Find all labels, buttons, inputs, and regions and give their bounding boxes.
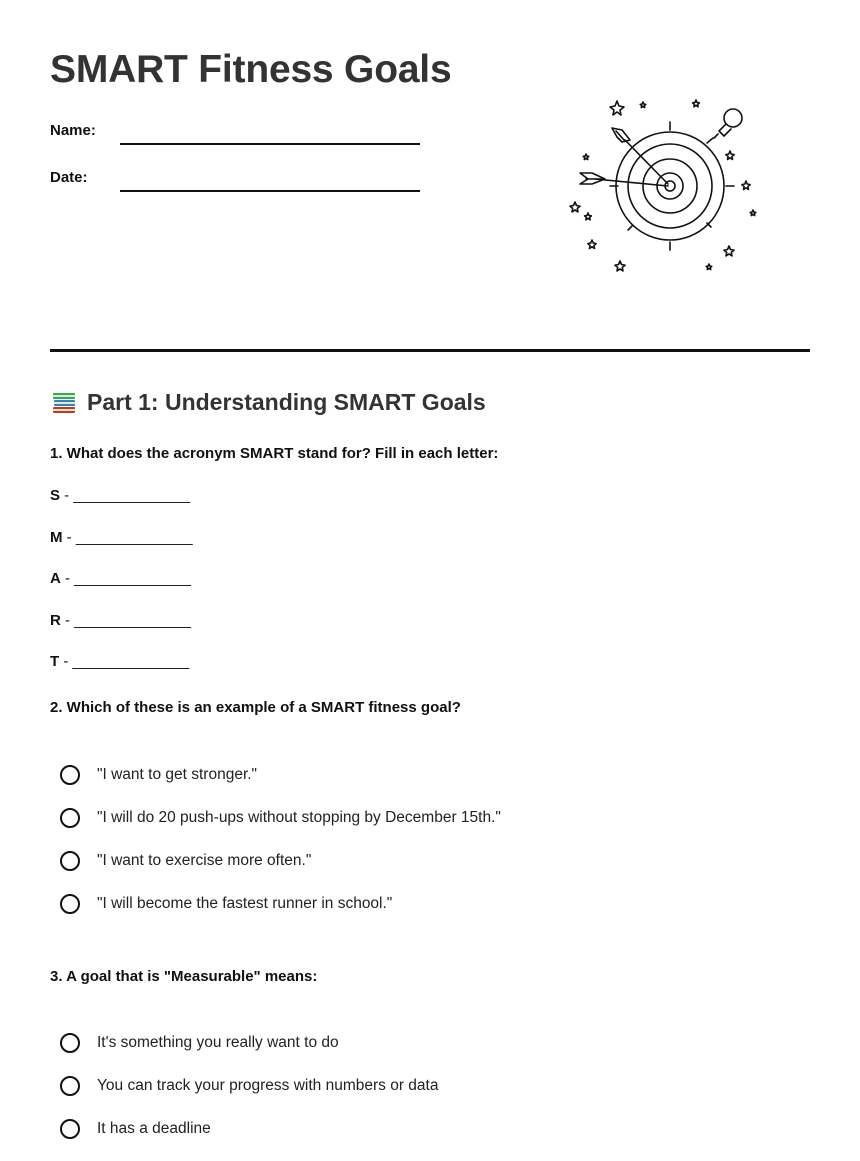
q2-option[interactable] — [60, 851, 311, 871]
acronym-blank: - ______________ — [60, 612, 191, 629]
option-label: You can track your progress with numbers or data — [97, 1077, 439, 1094]
acronym-row-a[interactable] — [50, 570, 191, 587]
acronym-row-r[interactable] — [50, 612, 191, 629]
acronym-row-m[interactable] — [50, 529, 193, 546]
q2-option[interactable] — [60, 894, 392, 914]
acronym-blank: - ______________ — [59, 653, 190, 670]
acronym-blank: - ______________ — [60, 570, 191, 587]
date-field[interactable] — [120, 190, 420, 192]
q2-option[interactable] — [60, 808, 501, 828]
worksheet-title: SMART Fitness Goals — [50, 48, 452, 91]
section-divider — [50, 349, 810, 352]
option-label: "I want to exercise more often." — [97, 852, 312, 869]
name-field[interactable] — [120, 143, 420, 145]
radio-button[interactable] — [60, 851, 80, 871]
option-label: "I will do 20 push-ups without stopping by December 15th." — [97, 809, 501, 826]
q3-option[interactable] — [60, 1033, 339, 1053]
radio-button[interactable] — [60, 894, 80, 914]
radio-button[interactable] — [60, 1076, 80, 1096]
part1-heading-text: Part 1: Understanding SMART Goals — [87, 388, 486, 415]
option-label: "I will become the fastest runner in school." — [97, 895, 393, 912]
acronym-letter: T — [50, 653, 60, 670]
q3-option[interactable] — [60, 1119, 211, 1139]
question-2: 2. Which of these is an example of a SMART fitness goal? — [50, 699, 461, 716]
q2-option[interactable] — [60, 765, 257, 785]
question-3: 3. A goal that is "Measurable" means: — [50, 968, 318, 985]
radio-button[interactable] — [60, 765, 80, 785]
acronym-blank: - ______________ — [60, 487, 191, 504]
radio-button[interactable] — [60, 1119, 80, 1139]
acronym-blank: - ______________ — [62, 529, 193, 546]
q3-option[interactable] — [60, 1076, 438, 1096]
date-label: Date: — [50, 169, 88, 186]
acronym-letter: S — [50, 487, 61, 504]
acronym-row-t[interactable] — [50, 653, 189, 670]
acronym-row-s[interactable] — [50, 487, 190, 504]
acronym-letter: R — [50, 612, 61, 629]
target-arrows-icon — [565, 95, 770, 280]
radio-button[interactable] — [60, 1033, 80, 1053]
part1-heading — [50, 388, 486, 416]
question-1: 1. What does the acronym SMART stand for? Fill in each letter: — [50, 445, 499, 462]
books-icon — [50, 388, 78, 416]
option-label: It has a deadline — [97, 1120, 211, 1137]
name-label: Name: — [50, 122, 96, 139]
acronym-letter: A — [50, 570, 61, 587]
option-label: "I want to get stronger." — [97, 766, 258, 783]
radio-button[interactable] — [60, 808, 80, 828]
acronym-letter: M — [50, 529, 63, 546]
option-label: It's something you really want to do — [97, 1034, 339, 1051]
